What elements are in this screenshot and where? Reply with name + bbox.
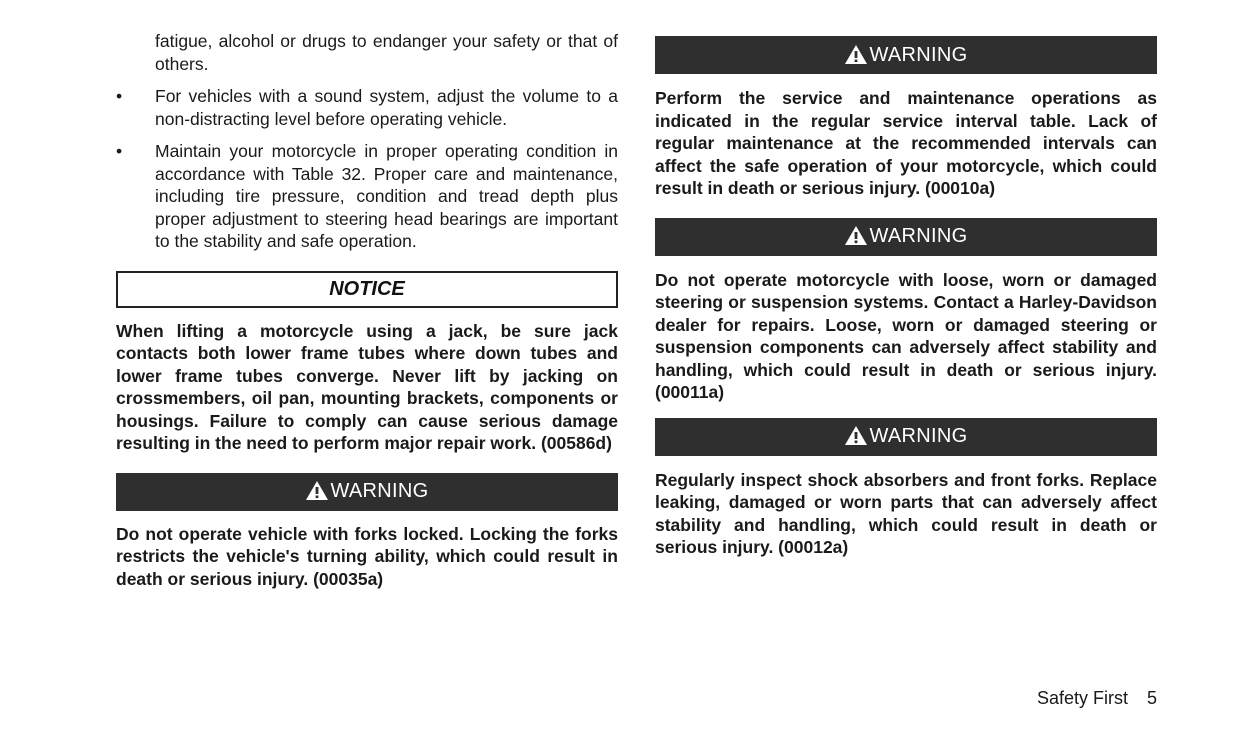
left-column — [116, 30, 618, 590]
bullet-text: Maintain your motorcycle in proper operating condition in accordance with Table 32. Proper care and maintenance, including tire pressure, condition and tread depth plus proper adjustment to steering head bearings are important to the stability and safe operation. — [155, 141, 618, 251]
warning-triangle-icon — [305, 480, 329, 501]
warning-triangle-icon — [844, 225, 868, 246]
bullet-text: For vehicles with a sound system, adjust the volume to a non-distracting level before operating vehicle. — [155, 86, 618, 129]
bullet-marker: • — [116, 86, 123, 106]
right-column — [655, 36, 1157, 559]
warning-text: Regularly inspect shock absorbers and front forks. Replace leaking, damaged or worn parts that can adversely affect stability and handling, which could result in death or serious injury. (00012a) — [655, 469, 1157, 557]
footer-section-title: Safety First — [1036, 688, 1128, 708]
bullet-marker: • — [116, 141, 123, 161]
warning-triangle-icon — [844, 425, 868, 446]
bullet-item — [116, 140, 618, 253]
bullet-item — [116, 85, 618, 130]
warning-title: WARNING — [869, 425, 968, 447]
notice-text: When lifting a motorcycle using a jack, be sure jack contacts both lower frame tubes where down tubes and lower frame tubes converge. Never lift by jacking on crossmembers, oil pan, mounting brackets, components or housings. Failure to comply can cause serious damage resulting in the need to perform major repair work. (00586d) — [116, 320, 618, 453]
warning-header — [116, 473, 618, 511]
warning-title: WARNING — [330, 480, 429, 502]
warning-text: Do not operate motorcycle with loose, worn or damaged steering or suspension systems. Contact a Harley-Davidson dealer for repairs. Loose, worn or damaged steering or suspension components can adversely affect stability and handling, which could result in death or serious injury. (00011a) — [655, 269, 1157, 402]
warning-header — [655, 36, 1157, 74]
warning-header — [655, 418, 1157, 456]
warning-text: Do not operate vehicle with forks locked. Locking the forks restricts the vehicle's turning ability, which could result in death or serious injury. (00035a) — [116, 523, 618, 589]
warning-title: WARNING — [869, 43, 968, 66]
notice-title: NOTICE — [329, 277, 405, 300]
notice-header — [116, 271, 618, 308]
continuation-paragraph: fatigue, alcohol or drugs to endanger your safety or that of others. — [155, 31, 618, 74]
page-footer — [1037, 688, 1157, 709]
warning-text: Perform the service and maintenance operations as indicated in the regular service interval table. Lack of regular maintenance at the recommended intervals can affect the safe operation of your motorcycle, which could result in death or serious injury. (00010a) — [655, 88, 1157, 198]
page-number: 5 — [1146, 688, 1157, 708]
warning-header — [655, 218, 1157, 256]
warning-title: WARNING — [869, 225, 968, 247]
warning-triangle-icon — [844, 44, 868, 65]
